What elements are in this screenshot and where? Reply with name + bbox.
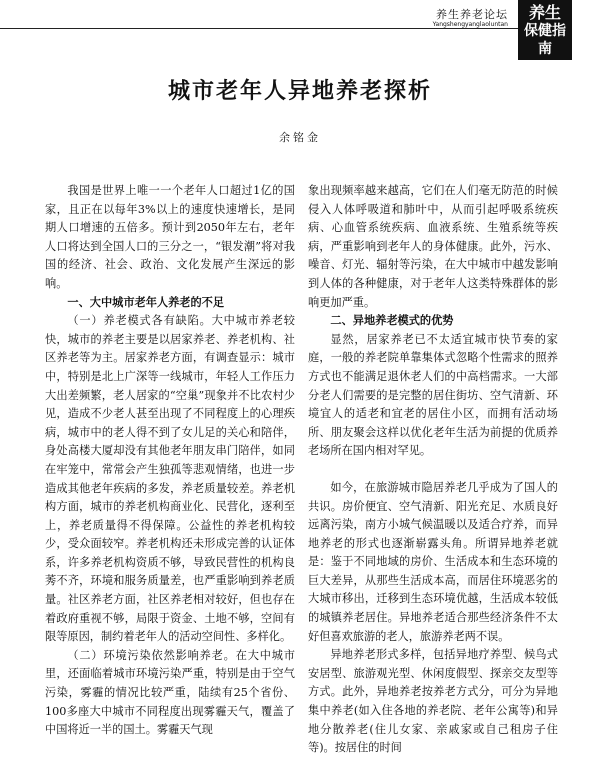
journal-pinyin: Yangshengyanglaoluntan	[432, 21, 508, 28]
article-title: 城市老年人异地养老探析	[167, 79, 432, 104]
section-heading: 一、大中城市老年人养老的不足	[67, 295, 225, 309]
paragraph: 异地养老形式多样，包括异地疗养型、候鸟式安居型、旅游观光型、休闲度假型、探亲交友型等方式。此外，异地养老按养老方式分，可分为异地集中养老(如入住各地的养老院、老年公寓等)和异地分散养老(住儿女家、亲戚家或自己租房子住等)。按居住的时间	[308, 648, 558, 755]
page-header	[0, 0, 600, 57]
paragraph: 如今，在旅游城市隐居养老几乎成为了国人的共识。房价便宜、空气清新、阳光充足、水质良好远离污染，南方小城气候温暖以及适合疗养，而异地养老的形式也逐渐崭露头角。所谓异地养老就是：鉴于不同地域的房价、生活成本和生态环境的巨大差异，从那些生活成本高，而居住环境恶劣的大城市移出，迁移到生态环境优越，生活成本较低的城镇养老居住。异地养老适合那些经济条件不太好但喜欢旅游的老人，旅游养老两不误。	[308, 480, 558, 643]
paragraph: （二）环境污染依然影响养老。在大中城市里，还面临着城市环境污染严重，特别是由于空气污染，雾霾的情况比较严重，陆续有25个省份、100多座大中城市不同程度出现雾霾天气，覆盖了中国将近一半的国土。雾霾天气现	[45, 648, 295, 737]
journal-logo	[518, 0, 572, 60]
right-column	[308, 182, 558, 758]
logo-text-primary: 养生	[528, 3, 561, 22]
section-heading: 二、异地养老模式的优势	[330, 314, 454, 328]
paragraph: 象出现频率越来越高，它们在人们毫无防范的时候侵入人体呼吸道和肺叶中，从而引起呼吸系统疾病、心血管系统疾病、血液系统、生殖系统等疾病，严重影响到老年人的身体健康。此外，污水、噪音、灯光、辐射等污染，在大中城市中越发影响到人体的各种健康，对于老年人这类特殊群体的影响更加严重。	[308, 184, 558, 309]
left-column	[45, 182, 295, 740]
paragraph: 显然，居家养老已不太适宜城市快节奏的家庭，一般的养老院单靠集体式忽略个性需求的照养方式也不能满足退休老人们的中高档需求。一大部分老人们需要的是完整的居住街坊、空气清新、环境宜人的适老和宜老的居住小区，而拥有活动场所、朋友聚会这样以优化老年生活为前提的优质养老场所在国内相对罕见。	[308, 332, 558, 458]
article-author: 余铭金	[279, 131, 321, 144]
paragraph: 我国是世界上唯一一个老年人口超过1亿的国家，且正在以每年3%以上的速度快速增长，是同期人口增速的五倍多。预计到2050年左右，老年人口将达到全国人口的三分之一，“银发潮”将对我国的经济、社会、政治、文化发展产生深远的影响。	[45, 184, 295, 290]
header-rule	[0, 28, 520, 29]
paragraph: （一）养老模式各有缺陷。大中城市养老较快，城市的养老主要是以居家养老、养老机构、社区养老等为主。居家养老方面，有调查显示：城市中，特别是北上广深等一线城市，年轻人工作压力大出差频繁，老人居家的“空巢”现象并不比农村少见，造成不少老人甚至出现了不同程度上的心理疾病，城市中的老人得不到了女儿足的关心和陪伴，身处高楼大厦却没有其他老年朋友串门陪伴，如同在牢笼中，常常会产生独孤等悲观情绪，也进一步造成其他老年疾病的多发，养老质量较差。养老机构方面，城市的养老机构商业化、民营化，逐利至上，养老质量得不得保障。公益性的养老机构较少，受众面较窄。养老机构还未形成完善的认证体系，许多养老机构资质不够，导致民营性的机构良莠不齐，环境和服务质量差，也严重影响到养老质量。社区养老方面，社区养老相对较好，但也存在着政府重视不够，局限于资金、土地不够，空间有限等原因，制约着老年人的活动空间性、多样化。	[45, 314, 295, 644]
journal-title: 养生养老论坛	[436, 8, 508, 21]
logo-text-secondary: 保健指南	[524, 23, 566, 57]
